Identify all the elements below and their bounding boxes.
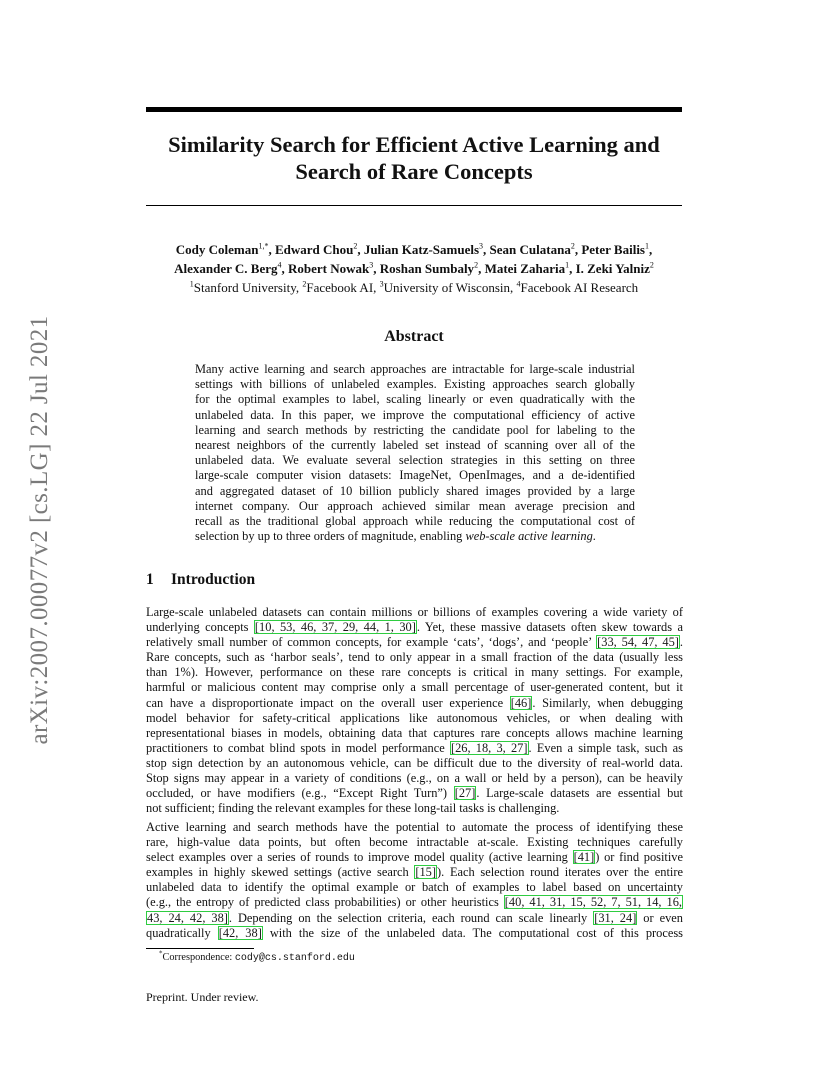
text-line: relatively small number of common concepts, for example ‘cats’, ‘dogs’, and ‘people’ [33, 54, 47, 45]. <box>146 635 683 650</box>
text-line: not sufficient; finding the relevant examples for these long-tail tasks is challenging. <box>146 801 560 816</box>
text-line: Stop signs may appear in a variety of conditions (e.g., on a wall or held by a person), can be heavily <box>146 771 683 786</box>
abstract-line: unlabeled data. We evaluate several selection strategies in this setting on three <box>195 453 635 468</box>
author-name: Julian Katz-Samuels <box>363 242 480 257</box>
abstract-body <box>195 362 635 544</box>
author-affiliation-mark: 1 <box>565 260 570 270</box>
author-affiliation-mark: 1 <box>645 241 649 251</box>
text-line: Rare concepts, such as ‘harbor seals’, tend to only appear in a small fraction of the data (usually less <box>146 650 683 665</box>
author-name: Matei Zaharia <box>484 261 566 276</box>
citation-link[interactable]: [27] <box>454 786 476 801</box>
author-affiliation-mark: 2 <box>353 241 358 251</box>
section-number: 1 <box>146 571 154 588</box>
text-line: stop sign detection by an autonomous vehicle, can be difficult due to the diversity of real-world data. <box>146 755 683 770</box>
citation-link[interactable]: [40, 41, 31, 15, 52, 7, 51, 14, 16, <box>504 895 683 910</box>
citation-link[interactable]: 43, 24, 42, 38] <box>147 910 228 925</box>
abstract-line: Many active learning and search approaches are intractable for large-scale industrial <box>195 362 635 376</box>
author-affiliation-mark: 3 <box>479 241 484 251</box>
author-name: Sean Culatana <box>489 242 571 257</box>
author-name: Cody Coleman <box>175 242 259 257</box>
citation-link[interactable]: [42, 38] <box>218 925 262 940</box>
citation-link[interactable]: [46] <box>510 695 532 710</box>
author-name: Robert Nowak <box>288 261 370 276</box>
author-affiliation-mark: 2 <box>649 260 654 270</box>
text-line: occluded, or have modifiers (e.g., “Except Right Turn”) [27]. Large-scale datasets are essential but <box>146 786 683 801</box>
abstract-heading: Abstract <box>384 328 444 345</box>
abstract-line: large-scale computer vision datasets: ImageNet, OpenImages, and a de-identified <box>195 468 635 483</box>
citation-link[interactable]: [31, 24] <box>594 910 637 925</box>
title-top-rule <box>146 107 682 112</box>
preprint-note: Preprint. Under review. <box>146 990 259 1004</box>
citation-link[interactable]: [33, 54, 47, 45] <box>597 635 679 650</box>
author-block <box>130 240 698 297</box>
text-line: practitioners to combat blind spots in model performance [26, 18, 3, 27]. Even a simple task, such as <box>146 740 683 755</box>
intro-paragraph-2 <box>146 820 683 941</box>
text-line: harmful or malicious content may comprise only a small percentage of user-generated content, but it <box>146 680 683 695</box>
text-line: than 1%). However, performance on these rare concepts is critical in many settings. For example, <box>146 665 683 680</box>
abstract-line: unlabeled data. In this paper, we improve the computational efficiency of active <box>195 407 635 422</box>
abstract-line: settings with billions of unlabeled examples. Existing approaches search globally <box>195 377 635 392</box>
author-affiliation-mark: 3 <box>369 260 374 270</box>
correspondence-email[interactable]: cody@cs.stanford.edu <box>234 953 355 964</box>
abstract-line: recall as the traditional global approach while reducing the computational cost of <box>195 514 635 529</box>
citation-link[interactable]: [10, 53, 46, 37, 29, 44, 1, 30] <box>254 620 416 635</box>
text-line: examples in highly skewed settings (active search [15]). Each selection round iterates over the entire <box>146 865 683 880</box>
text-line: Active learning and search methods have the potential to automate the process of identifying these <box>146 820 683 834</box>
intro-paragraph-1 <box>146 605 683 816</box>
text-line: representational biases in models, obtaining data that captures rare concepts allows machine learning <box>146 725 683 740</box>
arxiv-identifier: arXiv:2007.00077v2 [cs.LG] 22 Jul 2021 <box>26 315 53 745</box>
abstract-line: learning and search methods by restricting the candidate pool for labeling to the <box>195 422 635 437</box>
affiliation-name: Facebook AI Research <box>520 280 639 295</box>
affiliations: $^1$Stanford University, $^2$Facebook AI, $^3$University of Wisconsin, $^4$Facebook AI Research <box>189 279 639 295</box>
abstract-line: nearest neighbors of the currently labeled set instead of scanning over all of the <box>195 438 635 453</box>
author-affiliation-mark: 2 <box>570 241 575 251</box>
abstract-line: and aggregated dataset of 10 billion publicly shared images provided by a large <box>195 483 635 498</box>
author-name: Edward Chou <box>274 242 354 257</box>
text-line: underlying concepts [10, 53, 46, 37, 29, 44, 1, 30]. Yet, these massive datasets often skew towards a <box>146 620 683 635</box>
affiliation-name: Stanford University <box>193 280 296 295</box>
abstract-line: for the optimal examples to label, scaling linearly or even quadratically with the <box>195 392 635 407</box>
author-affiliation-mark: 2 <box>474 260 479 270</box>
citation-link[interactable]: [26, 18, 3, 27] <box>450 740 528 755</box>
author-affiliation-mark: 4 <box>277 260 282 270</box>
affiliation-name: Facebook AI <box>306 280 374 295</box>
author-line-1: Cody Coleman$^{1,*}$, Edward Chou$^2$, Julian Katz-Samuels$^3$, Sean Culatana$^2$, Peter Bailis$^1$, <box>175 241 653 257</box>
author-name: Roshan Sumbaly <box>379 261 475 276</box>
text-line: rare, high-value data points, but often become intractable at-scale. Existing techniques carefully <box>146 835 683 850</box>
text-line: Large-scale unlabeled datasets can contain millions or billions of examples covering a wide variety of <box>146 605 683 619</box>
footnote: *Correspondence: cody@cs.stanford.edu <box>159 949 355 964</box>
section-heading <box>146 571 255 589</box>
author-line-2: Alexander C. Berg$^4$, Robert Nowak$^3$, Roshan Sumbaly$^2$, Matei Zaharia$^1$, I. Zeki Yalniz$^2$ <box>174 260 654 276</box>
text-line: select examples over a series of rounds to improve model quality (active learning [41]) or find positive <box>146 850 683 865</box>
author-name: I. Zeki Yalniz <box>575 261 650 276</box>
text-line: 43, 24, 42, 38]. Depending on the selection criteria, each round can scale linearly [31, 24] or even <box>147 910 683 925</box>
abstract-line: selection by up to three orders of magnitude, enabling web-scale active learning. <box>195 529 596 544</box>
affiliation-name: University of Wisconsin <box>383 280 510 295</box>
author-name: Alexander C. Berg <box>174 261 278 276</box>
text-line: quadratically [42, 38] with the size of the unlabeled data. The computational cost of this process <box>146 925 683 940</box>
section-title: Introduction <box>171 571 256 588</box>
author-affiliation-mark: 1,* <box>258 241 269 251</box>
text-line: (e.g., the entropy of predicted class probabilities) or other heuristics [40, 41, 31, 15, 52, 7, 51, 14, 16, <box>146 895 683 910</box>
text-line: model behavior for safety-critical applications like autonomous vehicles, or when dealing with <box>146 710 683 725</box>
citation-link[interactable]: [15] <box>415 865 437 880</box>
citation-link[interactable]: [41] <box>573 850 595 865</box>
author-name: Peter Bailis <box>581 242 645 257</box>
text-line: unlabeled data to identify the optimal example or batch of examples to label based on uncertainty <box>146 880 683 895</box>
title-bottom-rule <box>146 205 682 206</box>
paper-title: Similarity Search for Efficient Active Learning and Search of Rare Concepts <box>168 132 660 184</box>
text-line: can have a disproportionate impact on the overall user experience [46]. Similarly, when debugging <box>146 695 683 710</box>
abstract-line: internet company. Our approach achieved similar mean average precision and <box>195 498 635 513</box>
